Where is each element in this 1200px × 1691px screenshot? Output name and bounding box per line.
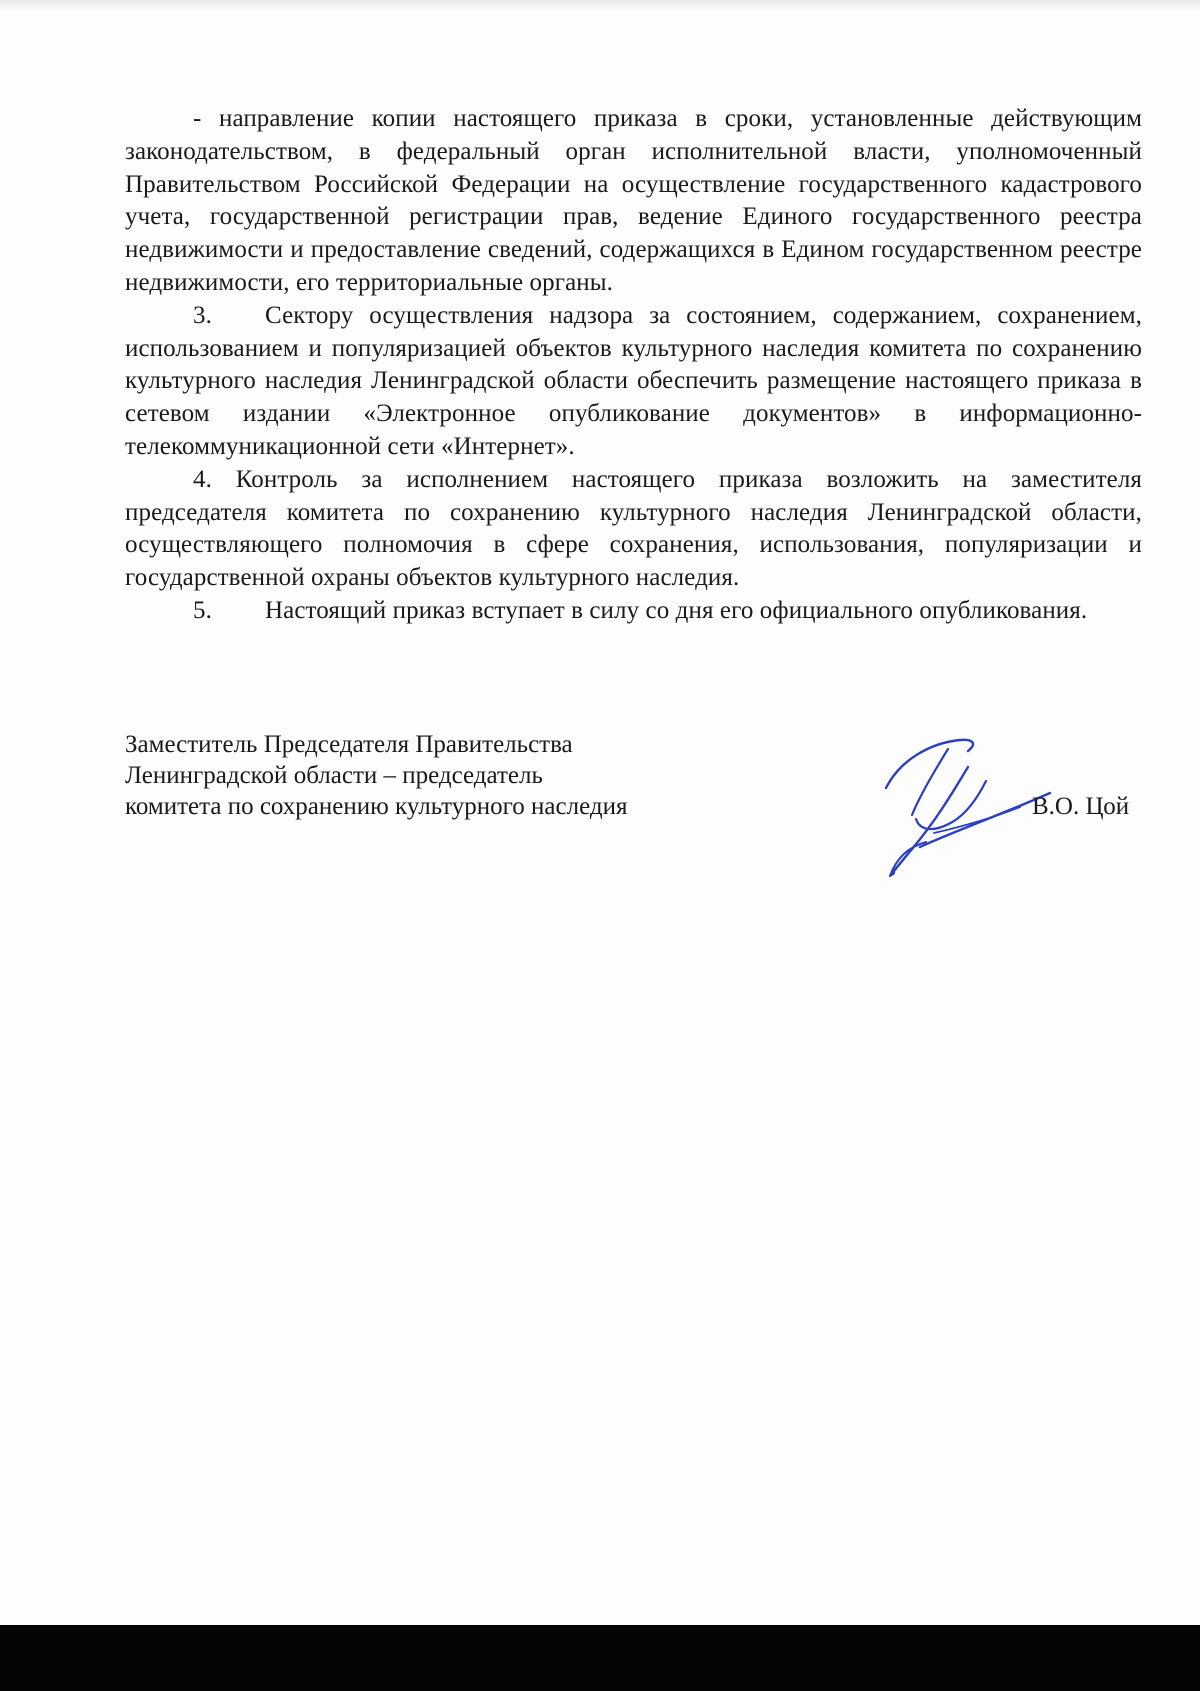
- paragraph-item-4: [125, 464, 1142, 595]
- paragraph-number: 5.: [193, 596, 212, 624]
- paragraph-text: Сектору осуществления надзора за состоянием, содержанием, сохранением, использованием и популяризацией объектов культурного наследия комитета по сохранению культурного наследия Ленинградской области обеспечить размещение настоящего приказа в сетевом издании «Электронное опубликование документов» в информационно-телекоммуникационной сети «Интернет».: [125, 301, 1142, 460]
- paragraph-number: 3.: [193, 301, 212, 329]
- scan-top-edge: [0, 0, 1200, 10]
- position-line: комитета по сохранению культурного наследия: [125, 793, 628, 820]
- signer-name: В.О. Цой: [1032, 793, 1130, 820]
- handwritten-signature: [850, 715, 1060, 890]
- paragraph-text: - направление копии настоящего приказа в сроки, установленные действующим законодательством, в федеральный орган исполнительной власти, уполномоченный Правительством Российской Федерации на осуществление государственного кадастрового учета, государственной регистрации прав, ведение Единого государственного реестра недвижимости и предоставление сведений, содержащихся в Едином государственном реестре недвижимости, его территориальные органы.: [125, 105, 1142, 296]
- paragraph-directive-copy: [125, 103, 1142, 300]
- document-body: [125, 103, 1142, 628]
- paragraph-text: Настоящий приказ вступает в силу со дня его официального опубликования.: [265, 596, 1088, 624]
- paragraph-item-3: [125, 300, 1142, 464]
- paragraph-item-5: [125, 595, 1142, 628]
- scan-bottom-band: [0, 1625, 1200, 1691]
- position-line: Заместитель Председателя Правительства: [125, 731, 573, 758]
- paragraph-text: 4. Контроль за исполнением настоящего приказа возложить на заместителя председателя комитета по сохранению культурного наследия Ленинградской области, осуществляющего полномочия в сфере сохранения, использования, популяризации и государственной охраны объектов культурного наследия.: [125, 465, 1142, 592]
- position-line: Ленинградской области – председатель: [125, 762, 543, 789]
